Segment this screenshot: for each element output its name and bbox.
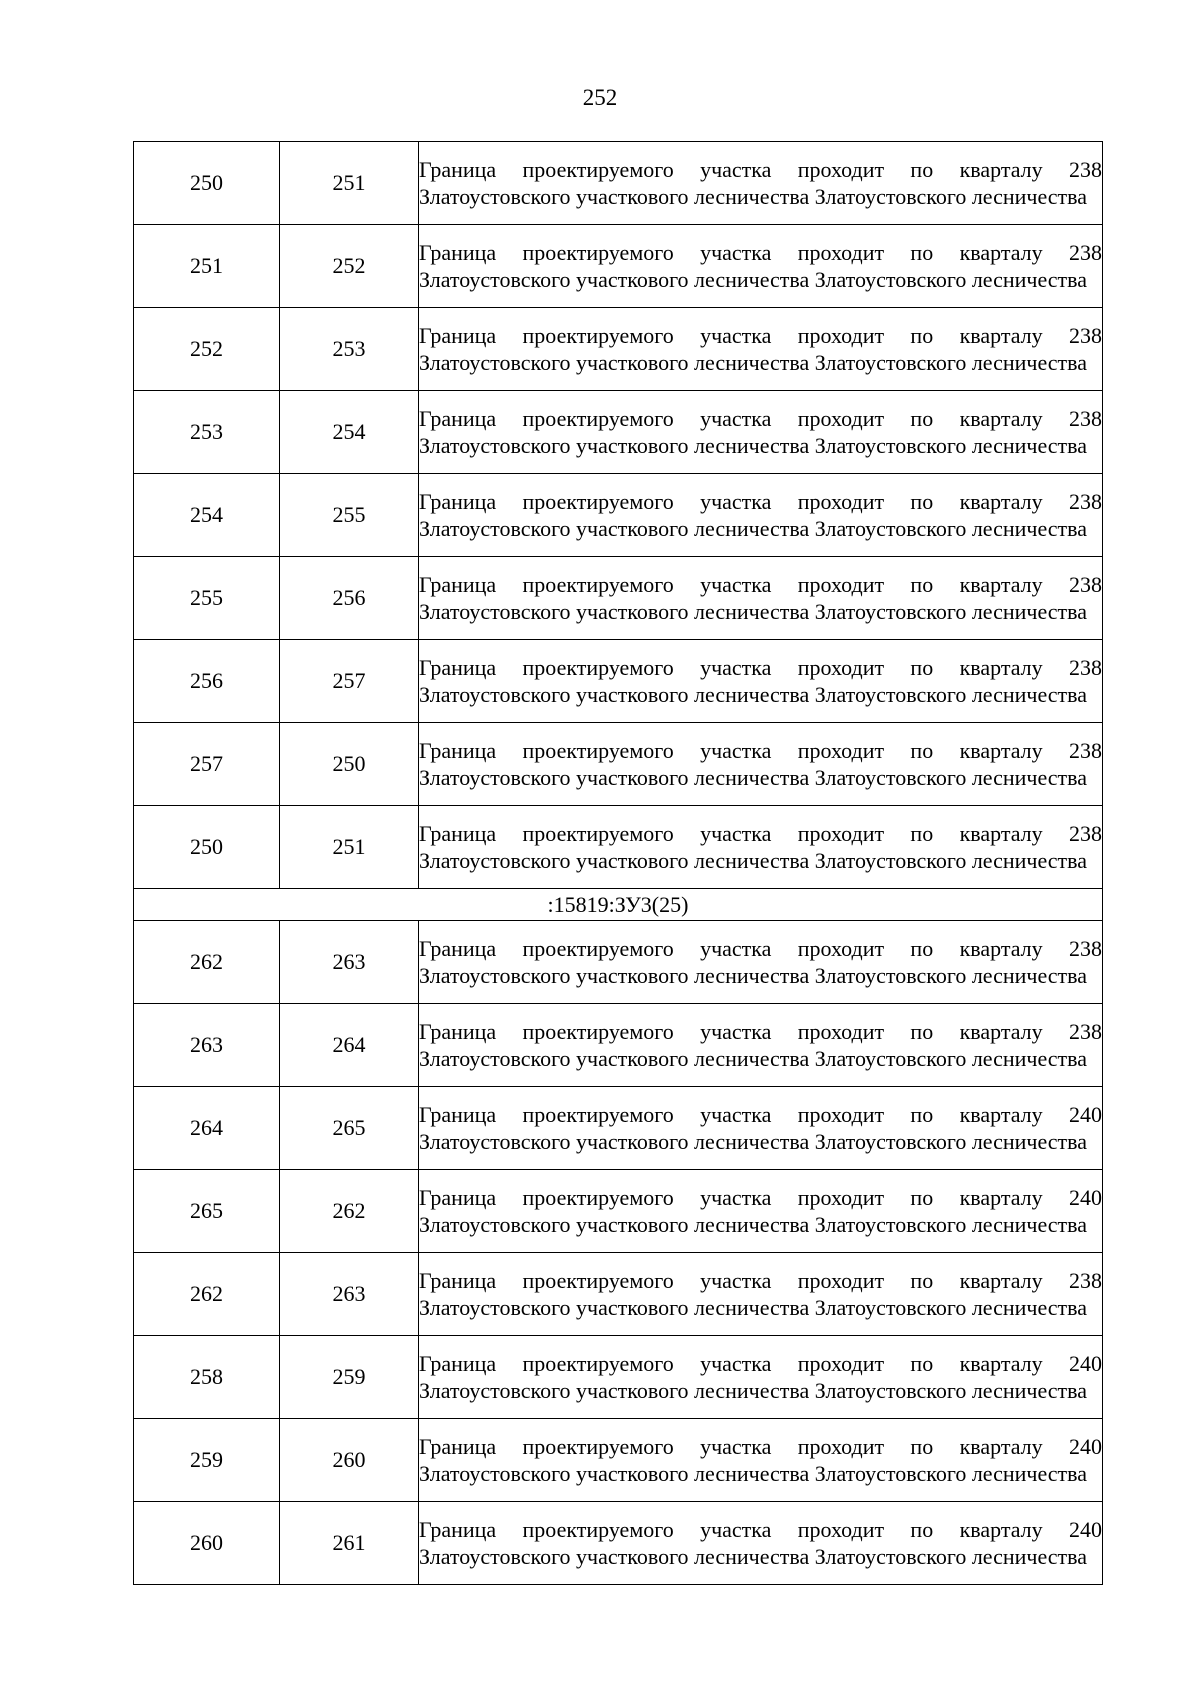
point-to-cell: 262 [280, 1170, 419, 1253]
point-to-cell: 259 [280, 1336, 419, 1419]
point-from-cell: 253 [134, 391, 280, 474]
section-label: :15819:ЗУ3(25) [134, 889, 1103, 921]
boundary-description-cell: Граница проектируемого участка проходит по кварталу 238 Златоустовского участкового лесничества Златоустовского лесничества [419, 921, 1103, 1004]
point-to-cell: 251 [280, 142, 419, 225]
point-from-cell: 252 [134, 308, 280, 391]
boundary-description-cell: Граница проектируемого участка проходит по кварталу 240 Златоустовского участкового лесничества Златоустовского лесничества [419, 1336, 1103, 1419]
section-row [134, 889, 1103, 921]
boundary-description-cell: Граница проектируемого участка проходит по кварталу 238 Златоустовского участкового лесничества Златоустовского лесничества [419, 142, 1103, 225]
table-row [134, 225, 1103, 308]
table-row [134, 391, 1103, 474]
point-from-cell: 265 [134, 1170, 280, 1253]
boundary-description-cell: Граница проектируемого участка проходит по кварталу 238 Златоустовского участкового лесничества Златоустовского лесничества [419, 723, 1103, 806]
point-to-cell: 250 [280, 723, 419, 806]
boundary-description-cell: Граница проектируемого участка проходит по кварталу 238 Златоустовского участкового лесничества Златоустовского лесничества [419, 1253, 1103, 1336]
point-from-cell: 251 [134, 225, 280, 308]
table-row [134, 1253, 1103, 1336]
point-to-cell: 260 [280, 1419, 419, 1502]
point-to-cell: 252 [280, 225, 419, 308]
point-from-cell: 263 [134, 1004, 280, 1087]
table-row [134, 1419, 1103, 1502]
point-to-cell: 263 [280, 921, 419, 1004]
table-row [134, 142, 1103, 225]
boundary-description-cell: Граница проектируемого участка проходит по кварталу 238 Златоустовского участкового лесничества Златоустовского лесничества [419, 640, 1103, 723]
point-from-cell: 262 [134, 1253, 280, 1336]
boundary-description-cell: Граница проектируемого участка проходит по кварталу 240 Златоустовского участкового лесничества Златоустовского лесничества [419, 1502, 1103, 1585]
boundary-description-cell: Граница проектируемого участка проходит по кварталу 238 Златоустовского участкового лесничества Златоустовского лесничества [419, 557, 1103, 640]
point-to-cell: 261 [280, 1502, 419, 1585]
point-from-cell: 259 [134, 1419, 280, 1502]
table-row [134, 921, 1103, 1004]
table-row [134, 806, 1103, 889]
table-row [134, 1336, 1103, 1419]
point-from-cell: 258 [134, 1336, 280, 1419]
point-to-cell: 251 [280, 806, 419, 889]
table-row [134, 1170, 1103, 1253]
page-number: 252 [582, 85, 618, 110]
point-to-cell: 256 [280, 557, 419, 640]
boundary-table [133, 141, 1103, 1585]
table-row [134, 1004, 1103, 1087]
table-row [134, 474, 1103, 557]
table-row [134, 308, 1103, 391]
table-row [134, 1087, 1103, 1170]
table-row [134, 557, 1103, 640]
boundary-description-cell: Граница проектируемого участка проходит по кварталу 238 Златоустовского участкового лесничества Златоустовского лесничества [419, 1004, 1103, 1087]
point-from-cell: 256 [134, 640, 280, 723]
boundary-description-cell: Граница проектируемого участка проходит по кварталу 238 Златоустовского участкового лесничества Златоустовского лесничества [419, 391, 1103, 474]
point-to-cell: 253 [280, 308, 419, 391]
table-row [134, 723, 1103, 806]
table-body [134, 142, 1103, 1585]
boundary-description-cell: Граница проектируемого участка проходит по кварталу 238 Златоустовского участкового лесничества Златоустовского лесничества [419, 806, 1103, 889]
boundary-description-cell: Граница проектируемого участка проходит по кварталу 240 Златоустовского участкового лесничества Златоустовского лесничества [419, 1419, 1103, 1502]
point-from-cell: 264 [134, 1087, 280, 1170]
boundary-description-cell: Граница проектируемого участка проходит по кварталу 238 Златоустовского участкового лесничества Златоустовского лесничества [419, 474, 1103, 557]
point-to-cell: 254 [280, 391, 419, 474]
boundary-description-cell: Граница проектируемого участка проходит по кварталу 238 Златоустовского участкового лесничества Златоустовского лесничества [419, 308, 1103, 391]
point-to-cell: 263 [280, 1253, 419, 1336]
boundary-description-cell: Граница проектируемого участка проходит по кварталу 240 Златоустовского участкового лесничества Златоустовского лесничества [419, 1087, 1103, 1170]
point-from-cell: 250 [134, 806, 280, 889]
point-from-cell: 260 [134, 1502, 280, 1585]
boundary-description-cell: Граница проектируемого участка проходит по кварталу 238 Златоустовского участкового лесничества Златоустовского лесничества [419, 225, 1103, 308]
point-from-cell: 262 [134, 921, 280, 1004]
point-from-cell: 254 [134, 474, 280, 557]
table-row [134, 640, 1103, 723]
point-to-cell: 265 [280, 1087, 419, 1170]
table-row [134, 1502, 1103, 1585]
point-to-cell: 264 [280, 1004, 419, 1087]
point-from-cell: 257 [134, 723, 280, 806]
point-to-cell: 255 [280, 474, 419, 557]
point-to-cell: 257 [280, 640, 419, 723]
point-from-cell: 250 [134, 142, 280, 225]
point-from-cell: 255 [134, 557, 280, 640]
boundary-description-cell: Граница проектируемого участка проходит по кварталу 240 Златоустовского участкового лесничества Златоустовского лесничества [419, 1170, 1103, 1253]
